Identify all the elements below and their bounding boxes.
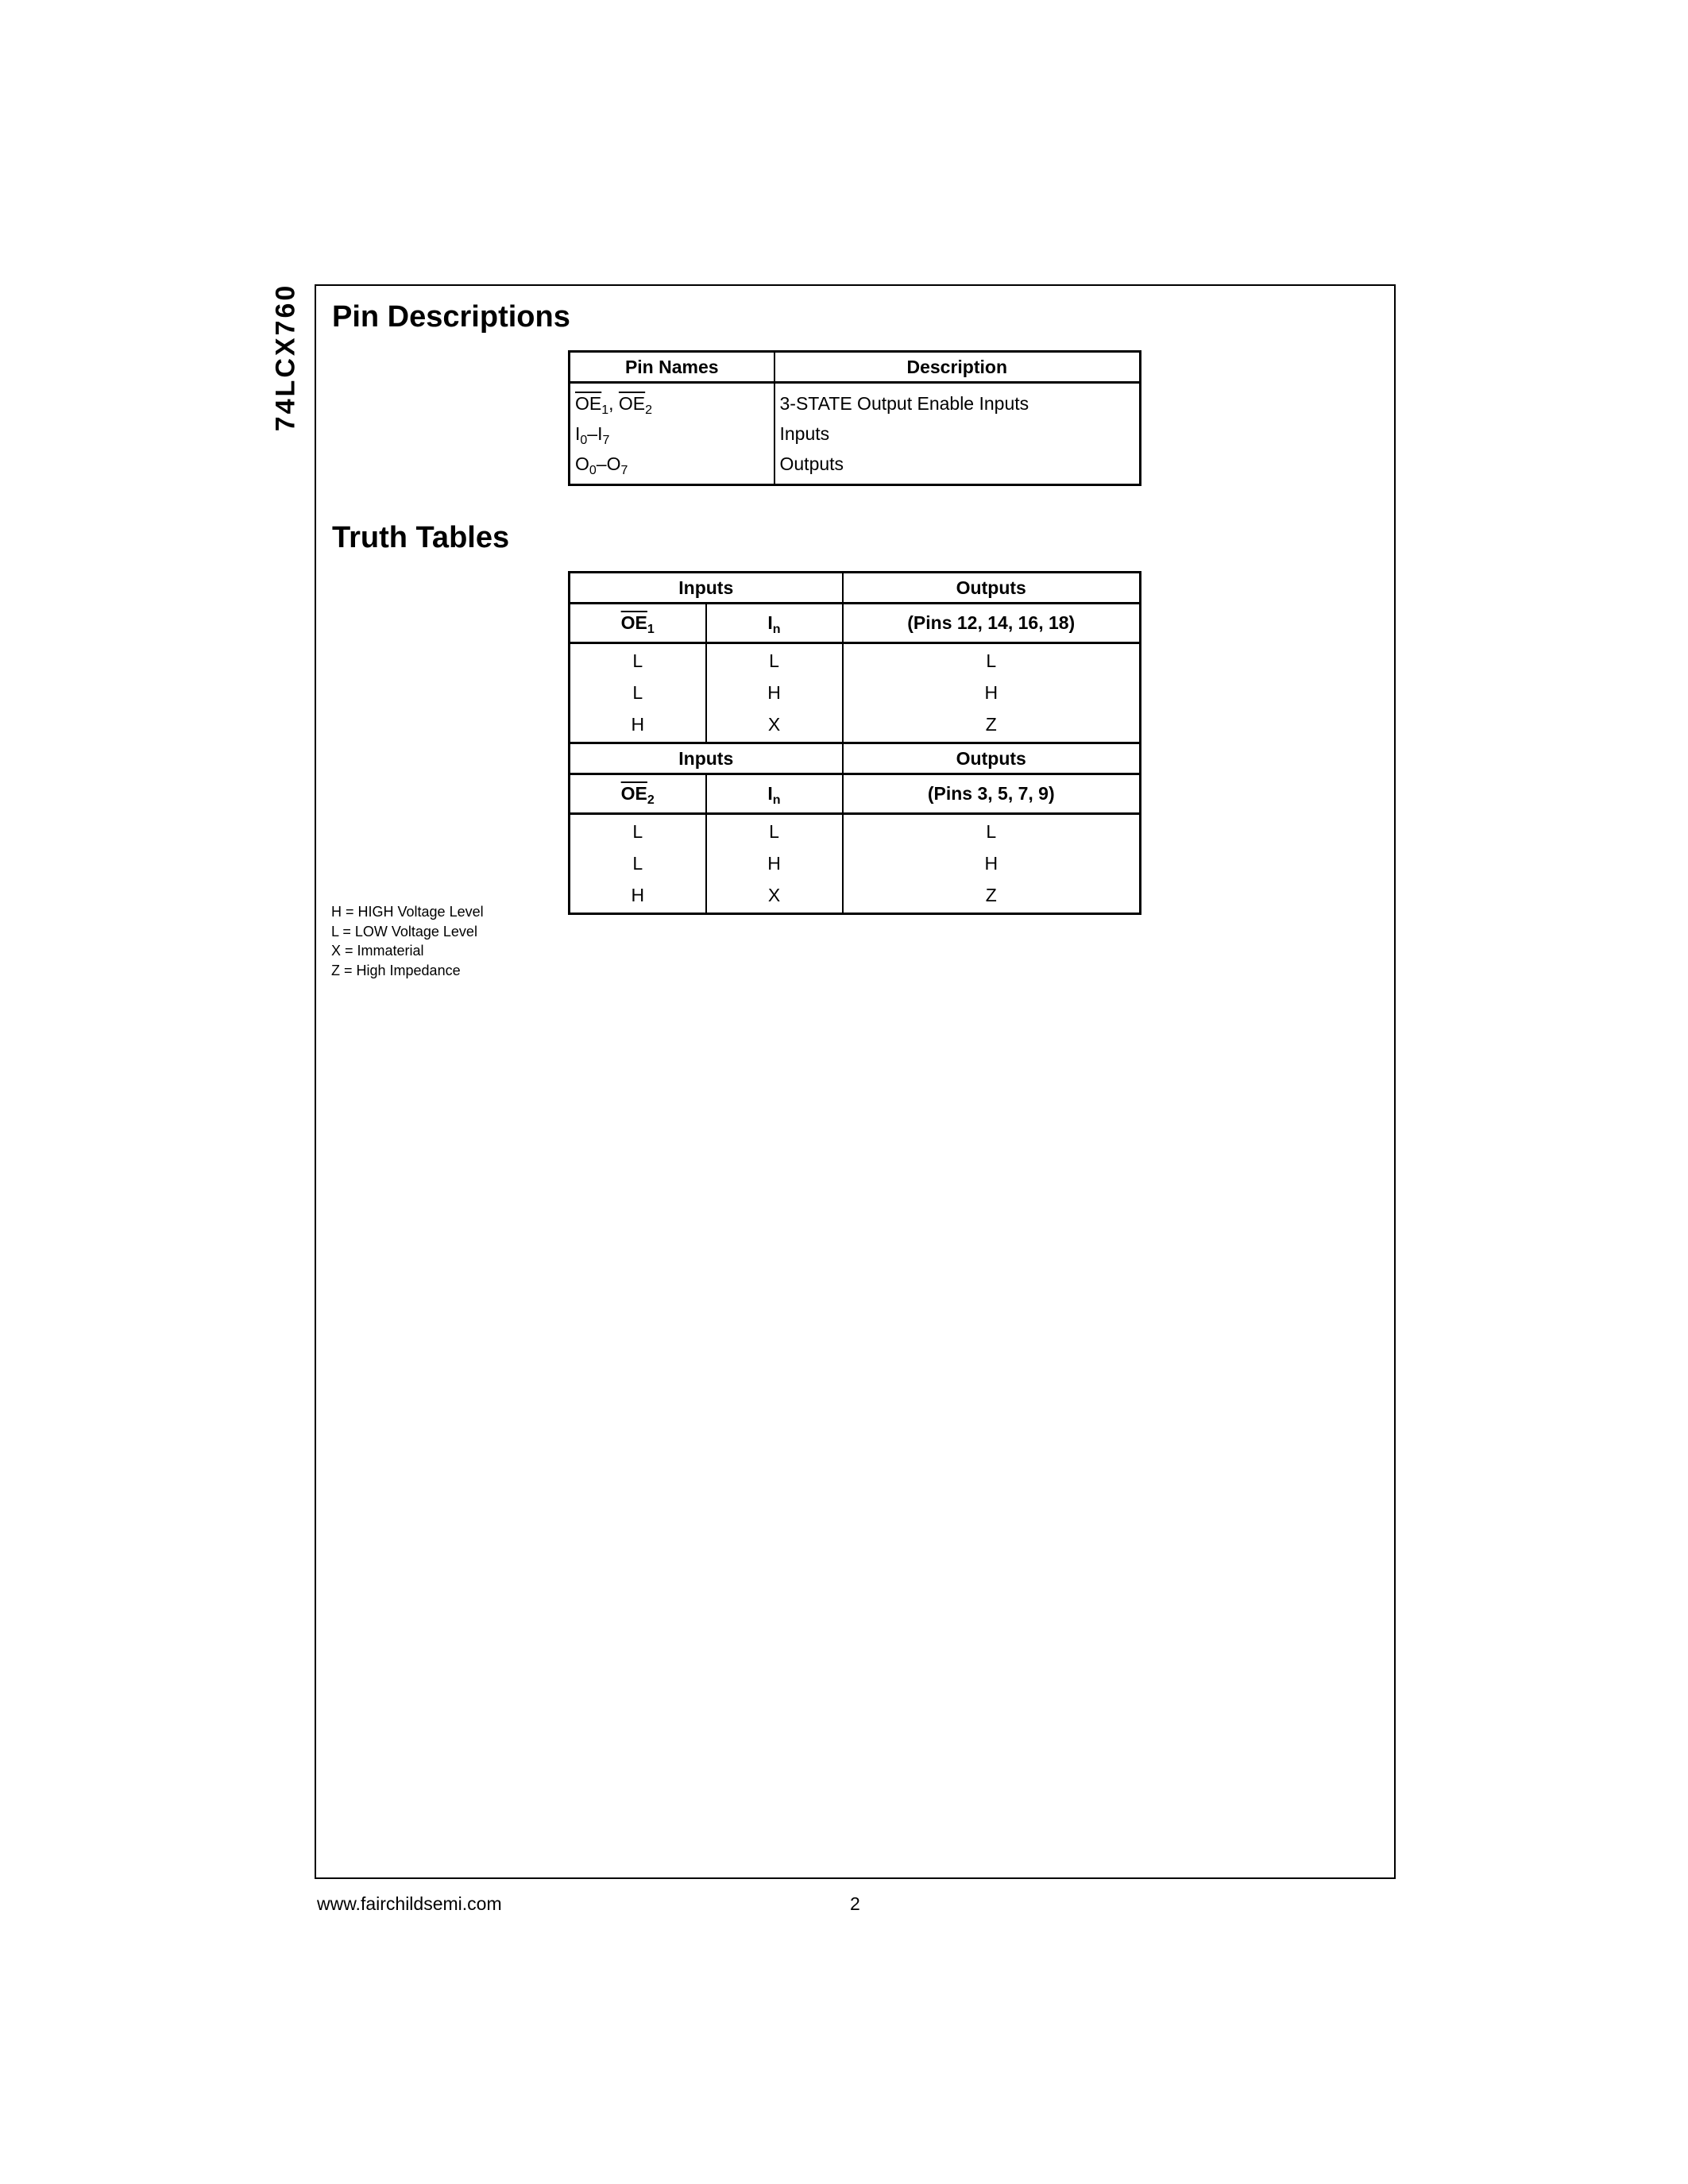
side-part-number (262, 283, 310, 432)
part-number-text: 74LCX760 (270, 283, 301, 432)
pin-descriptions-table (568, 350, 1141, 486)
truth-table-oe1 (568, 571, 1141, 744)
cell: L (706, 643, 843, 678)
table-row (570, 643, 1141, 678)
inputs-header: Inputs (570, 573, 843, 604)
cell: X (706, 879, 843, 914)
output-pins-header: (Pins 3, 5, 7, 9) (843, 774, 1141, 814)
legend-item: H = HIGH Voltage Level (331, 904, 484, 920)
cell: L (706, 814, 843, 849)
pin-name: $O_0-O_7$ (570, 449, 774, 485)
outputs-header: Outputs (843, 743, 1141, 774)
page-number: 2 (850, 1893, 860, 1914)
in-header: $I_n$ (706, 604, 843, 643)
table-header-row (570, 352, 1141, 383)
cell: Z (843, 708, 1141, 743)
inputs-header: Inputs (570, 743, 843, 774)
cell: H (706, 849, 843, 879)
oe1-header: $\overline{OE}_1$ (570, 604, 706, 643)
pin-description: Inputs (774, 419, 1141, 449)
oe2-header: $\overline{OE}_2$ (570, 774, 706, 814)
output-pins-header: (Pins 12, 14, 16, 18) (843, 604, 1141, 643)
legend-item: L = LOW Voltage Level (331, 923, 477, 940)
in-header: $I_n$ (706, 774, 843, 814)
table-row (570, 383, 1141, 419)
outputs-header: Outputs (843, 573, 1141, 604)
table-row (570, 849, 1141, 879)
header-description: Description (774, 352, 1141, 383)
table-row (570, 419, 1141, 449)
cell: L (570, 814, 706, 849)
cell: L (570, 678, 706, 708)
truth-table-legend (331, 902, 484, 980)
cell: L (570, 849, 706, 879)
pin-descriptions-heading: Pin Descriptions (332, 300, 570, 334)
cell: Z (843, 879, 1141, 914)
table-row (570, 814, 1141, 849)
truth-tables-heading: Truth Tables (332, 521, 510, 554)
cell: H (843, 678, 1141, 708)
pin-name: $I_0-I_7$ (570, 419, 774, 449)
cell: L (843, 814, 1141, 849)
cell: H (570, 708, 706, 743)
cell: H (706, 678, 843, 708)
cell: L (843, 643, 1141, 678)
table-row (570, 879, 1141, 914)
table-row (570, 708, 1141, 743)
pin-description: Outputs (774, 449, 1141, 485)
legend-item: Z = High Impedance (331, 962, 461, 978)
cell: X (706, 708, 843, 743)
cell: L (570, 643, 706, 678)
pin-description: 3-STATE Output Enable Inputs (774, 383, 1141, 419)
legend-item: X = Immaterial (331, 943, 424, 959)
header-pin-names: Pin Names (570, 352, 774, 383)
cell: H (570, 879, 706, 914)
cell: H (843, 849, 1141, 879)
truth-table-oe2 (568, 742, 1141, 915)
table-row (570, 678, 1141, 708)
pin-name: $\overline{OE}_1$, $\overline{OE}_2$ (570, 383, 774, 419)
footer-website-link[interactable]: www.fairchildsemi.com (317, 1893, 502, 1914)
table-row (570, 449, 1141, 485)
